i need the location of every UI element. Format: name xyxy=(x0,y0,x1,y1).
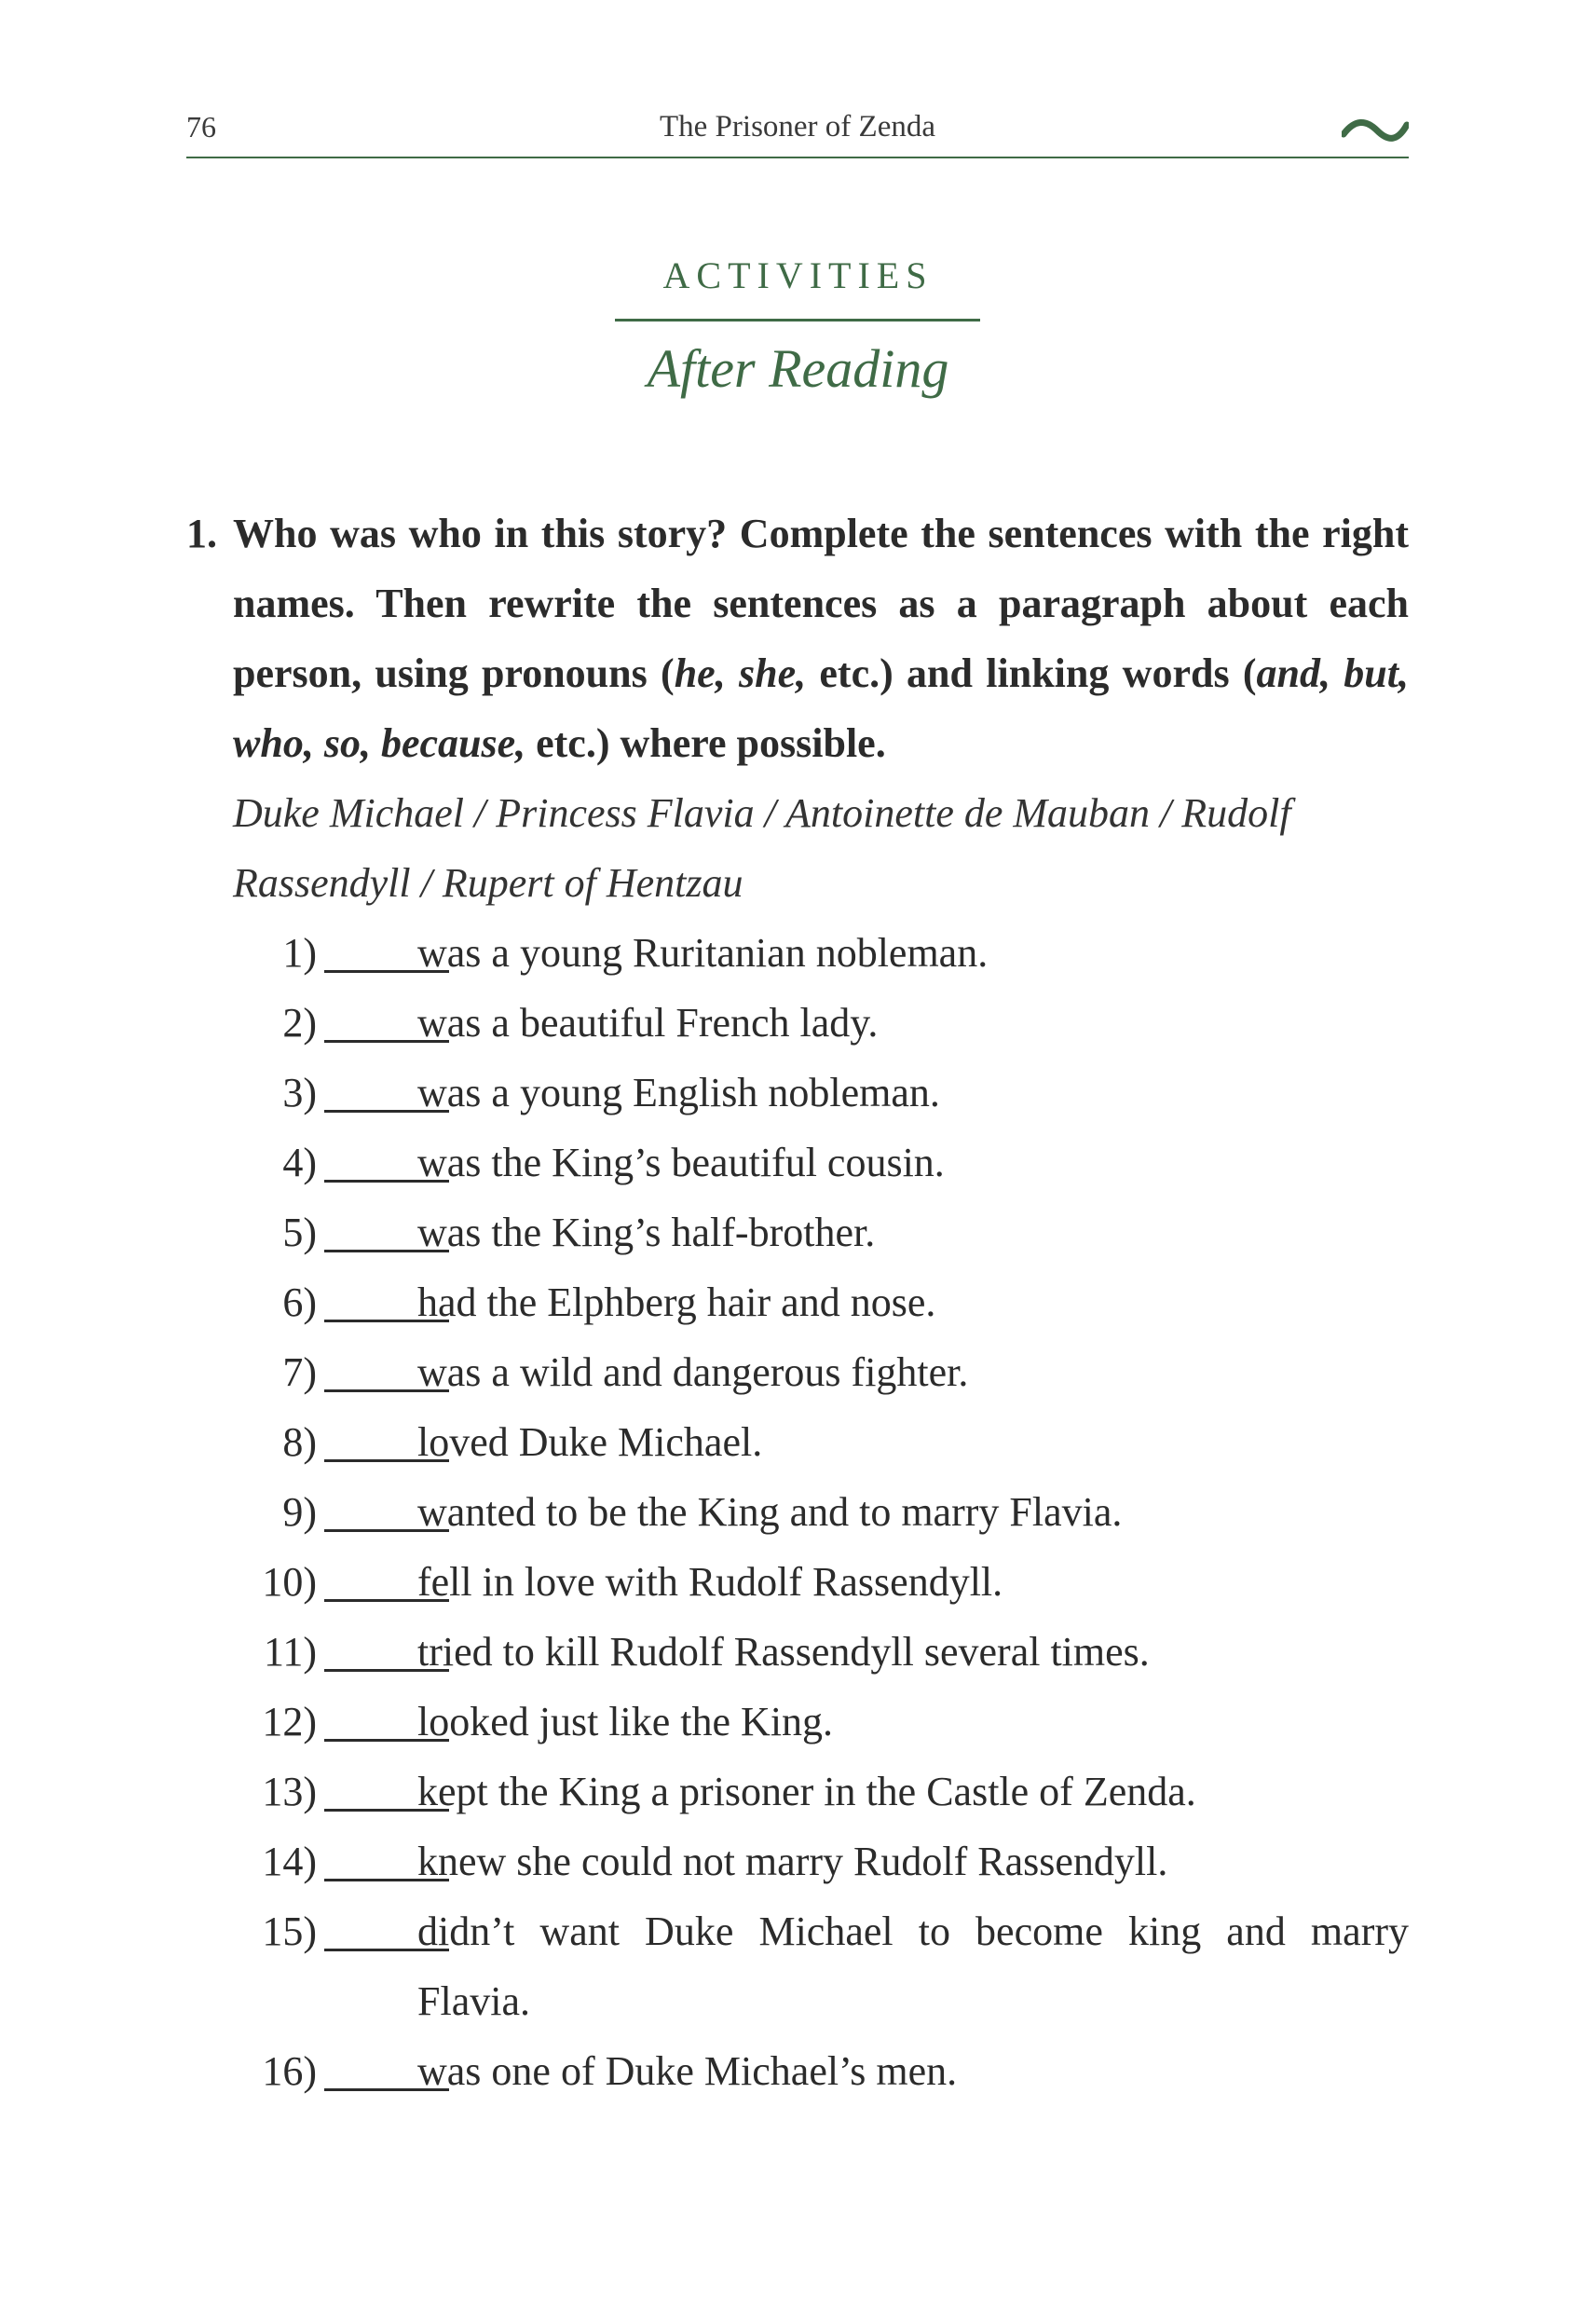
sentence-item xyxy=(186,1477,1409,1547)
sentence-text: fell in love with Rudolf Rassendyll. xyxy=(417,1559,1003,1605)
sentence-item xyxy=(186,1547,1409,1617)
answer-blank[interactable] xyxy=(324,1040,449,1043)
sentence-number: 15) xyxy=(262,1908,317,1954)
running-header xyxy=(186,110,1409,158)
exercise-number: 1. xyxy=(186,511,217,556)
answer-blank[interactable] xyxy=(324,1879,449,1881)
sentence-text: tried to kill Rudolf Rassendyll several times. xyxy=(417,1629,1150,1675)
sentence-number: 7) xyxy=(282,1349,317,1395)
sentence-number: 6) xyxy=(282,1279,317,1325)
answer-blank[interactable] xyxy=(324,1320,449,1322)
sentence-text: loved Duke Michael. xyxy=(417,1419,763,1465)
sentence-number: 1) xyxy=(282,930,317,976)
answer-blank[interactable] xyxy=(324,1809,449,1812)
answer-blank[interactable] xyxy=(324,2088,449,2091)
answer-blank[interactable] xyxy=(324,1459,449,1462)
exercise-instruction xyxy=(233,499,1409,778)
section-label: ACTIVITIES xyxy=(662,254,934,296)
instruction-text: etc.) where possible. xyxy=(525,720,886,766)
sentence-number: 8) xyxy=(282,1419,317,1465)
sentence-item xyxy=(186,2036,1409,2106)
sentence-text: kept the King a prisoner in the Castle of Zenda. xyxy=(417,1769,1196,1814)
sentence-item xyxy=(186,918,1409,988)
answer-blank[interactable] xyxy=(324,1110,449,1113)
sentence-item xyxy=(186,1757,1409,1826)
sentence-item xyxy=(186,1337,1409,1407)
sentence-item xyxy=(186,1058,1409,1128)
section-divider xyxy=(615,319,980,321)
sentence-text: knew she could not marry Rudolf Rassendyll. xyxy=(417,1839,1168,1884)
answer-blank[interactable] xyxy=(324,1669,449,1672)
section-subtitle: After Reading xyxy=(647,338,949,399)
instruction-pronouns: he, she, xyxy=(674,650,807,696)
sentence-number: 4) xyxy=(282,1140,317,1185)
answer-blank[interactable] xyxy=(324,1739,449,1742)
sentence-number: 14) xyxy=(262,1839,317,1884)
page-number: 76 xyxy=(186,110,216,144)
book-title: The Prisoner of Zenda xyxy=(660,110,935,144)
sentence-number: 13) xyxy=(262,1769,317,1814)
sentence-item xyxy=(186,988,1409,1058)
answer-blank[interactable] xyxy=(324,1949,449,1951)
sentence-text: was a young Ruritanian nobleman. xyxy=(417,930,989,976)
sentence-number: 9) xyxy=(282,1489,317,1535)
sentence-text: was a beautiful French lady. xyxy=(417,1000,879,1046)
sentence-item xyxy=(186,1896,1409,2036)
sentence-text: was the King’s half-brother. xyxy=(417,1210,876,1255)
sentence-number: 10) xyxy=(262,1559,317,1605)
sentence-number: 2) xyxy=(282,1000,317,1046)
sentence-text: didn’t want Duke Michael to become king and marry Flavia. xyxy=(417,1908,1409,2024)
sentence-number: 3) xyxy=(282,1070,317,1115)
sentence-number: 16) xyxy=(262,2048,317,2094)
sentence-text: wanted to be the King and to marry Flavia. xyxy=(417,1489,1123,1535)
instruction-text: etc.) and linking words ( xyxy=(806,650,1257,696)
sentence-item xyxy=(186,1687,1409,1757)
sentence-item xyxy=(186,1128,1409,1197)
sentence-item xyxy=(186,1407,1409,1477)
sentence-text: was a wild and dangerous fighter. xyxy=(417,1349,969,1395)
sentence-item xyxy=(186,1197,1409,1267)
sentence-text: was one of Duke Michael’s men. xyxy=(417,2048,958,2094)
exercise-1 xyxy=(186,499,1409,2106)
sentence-text: was a young English nobleman. xyxy=(417,1070,940,1115)
answer-blank[interactable] xyxy=(324,970,449,973)
sentence-text: looked just like the King. xyxy=(417,1699,834,1744)
sentence-item xyxy=(186,1826,1409,1896)
answer-blank[interactable] xyxy=(324,1599,449,1602)
answer-blank[interactable] xyxy=(324,1250,449,1252)
sentence-item xyxy=(186,1267,1409,1337)
sentence-number: 5) xyxy=(282,1210,317,1255)
wave-ornament-icon xyxy=(1342,114,1409,145)
answer-blank[interactable] xyxy=(324,1529,449,1532)
sentence-number: 11) xyxy=(263,1629,317,1675)
sentence-text: had the Elphberg hair and nose. xyxy=(417,1279,936,1325)
answer-blank[interactable] xyxy=(324,1389,449,1392)
instruction-text: Who was who in this story? Complete the sentences with the right names. Then rewrite the sentences as a paragraph about each person, using pronouns ( xyxy=(233,511,1409,696)
sentence-list xyxy=(186,918,1409,2106)
sentence-number: 12) xyxy=(262,1699,317,1744)
sentence-text: was the King’s beautiful cousin. xyxy=(417,1140,945,1185)
instruction-linking-words: and, but, who, so, because, xyxy=(233,650,1409,766)
answer-blank[interactable] xyxy=(324,1180,449,1183)
name-options: Duke Michael / Princess Flavia / Antoinette de Mauban / Rudolf Rassendyll / Rupert of Hentzau xyxy=(233,790,1291,906)
sentence-item xyxy=(186,1617,1409,1687)
